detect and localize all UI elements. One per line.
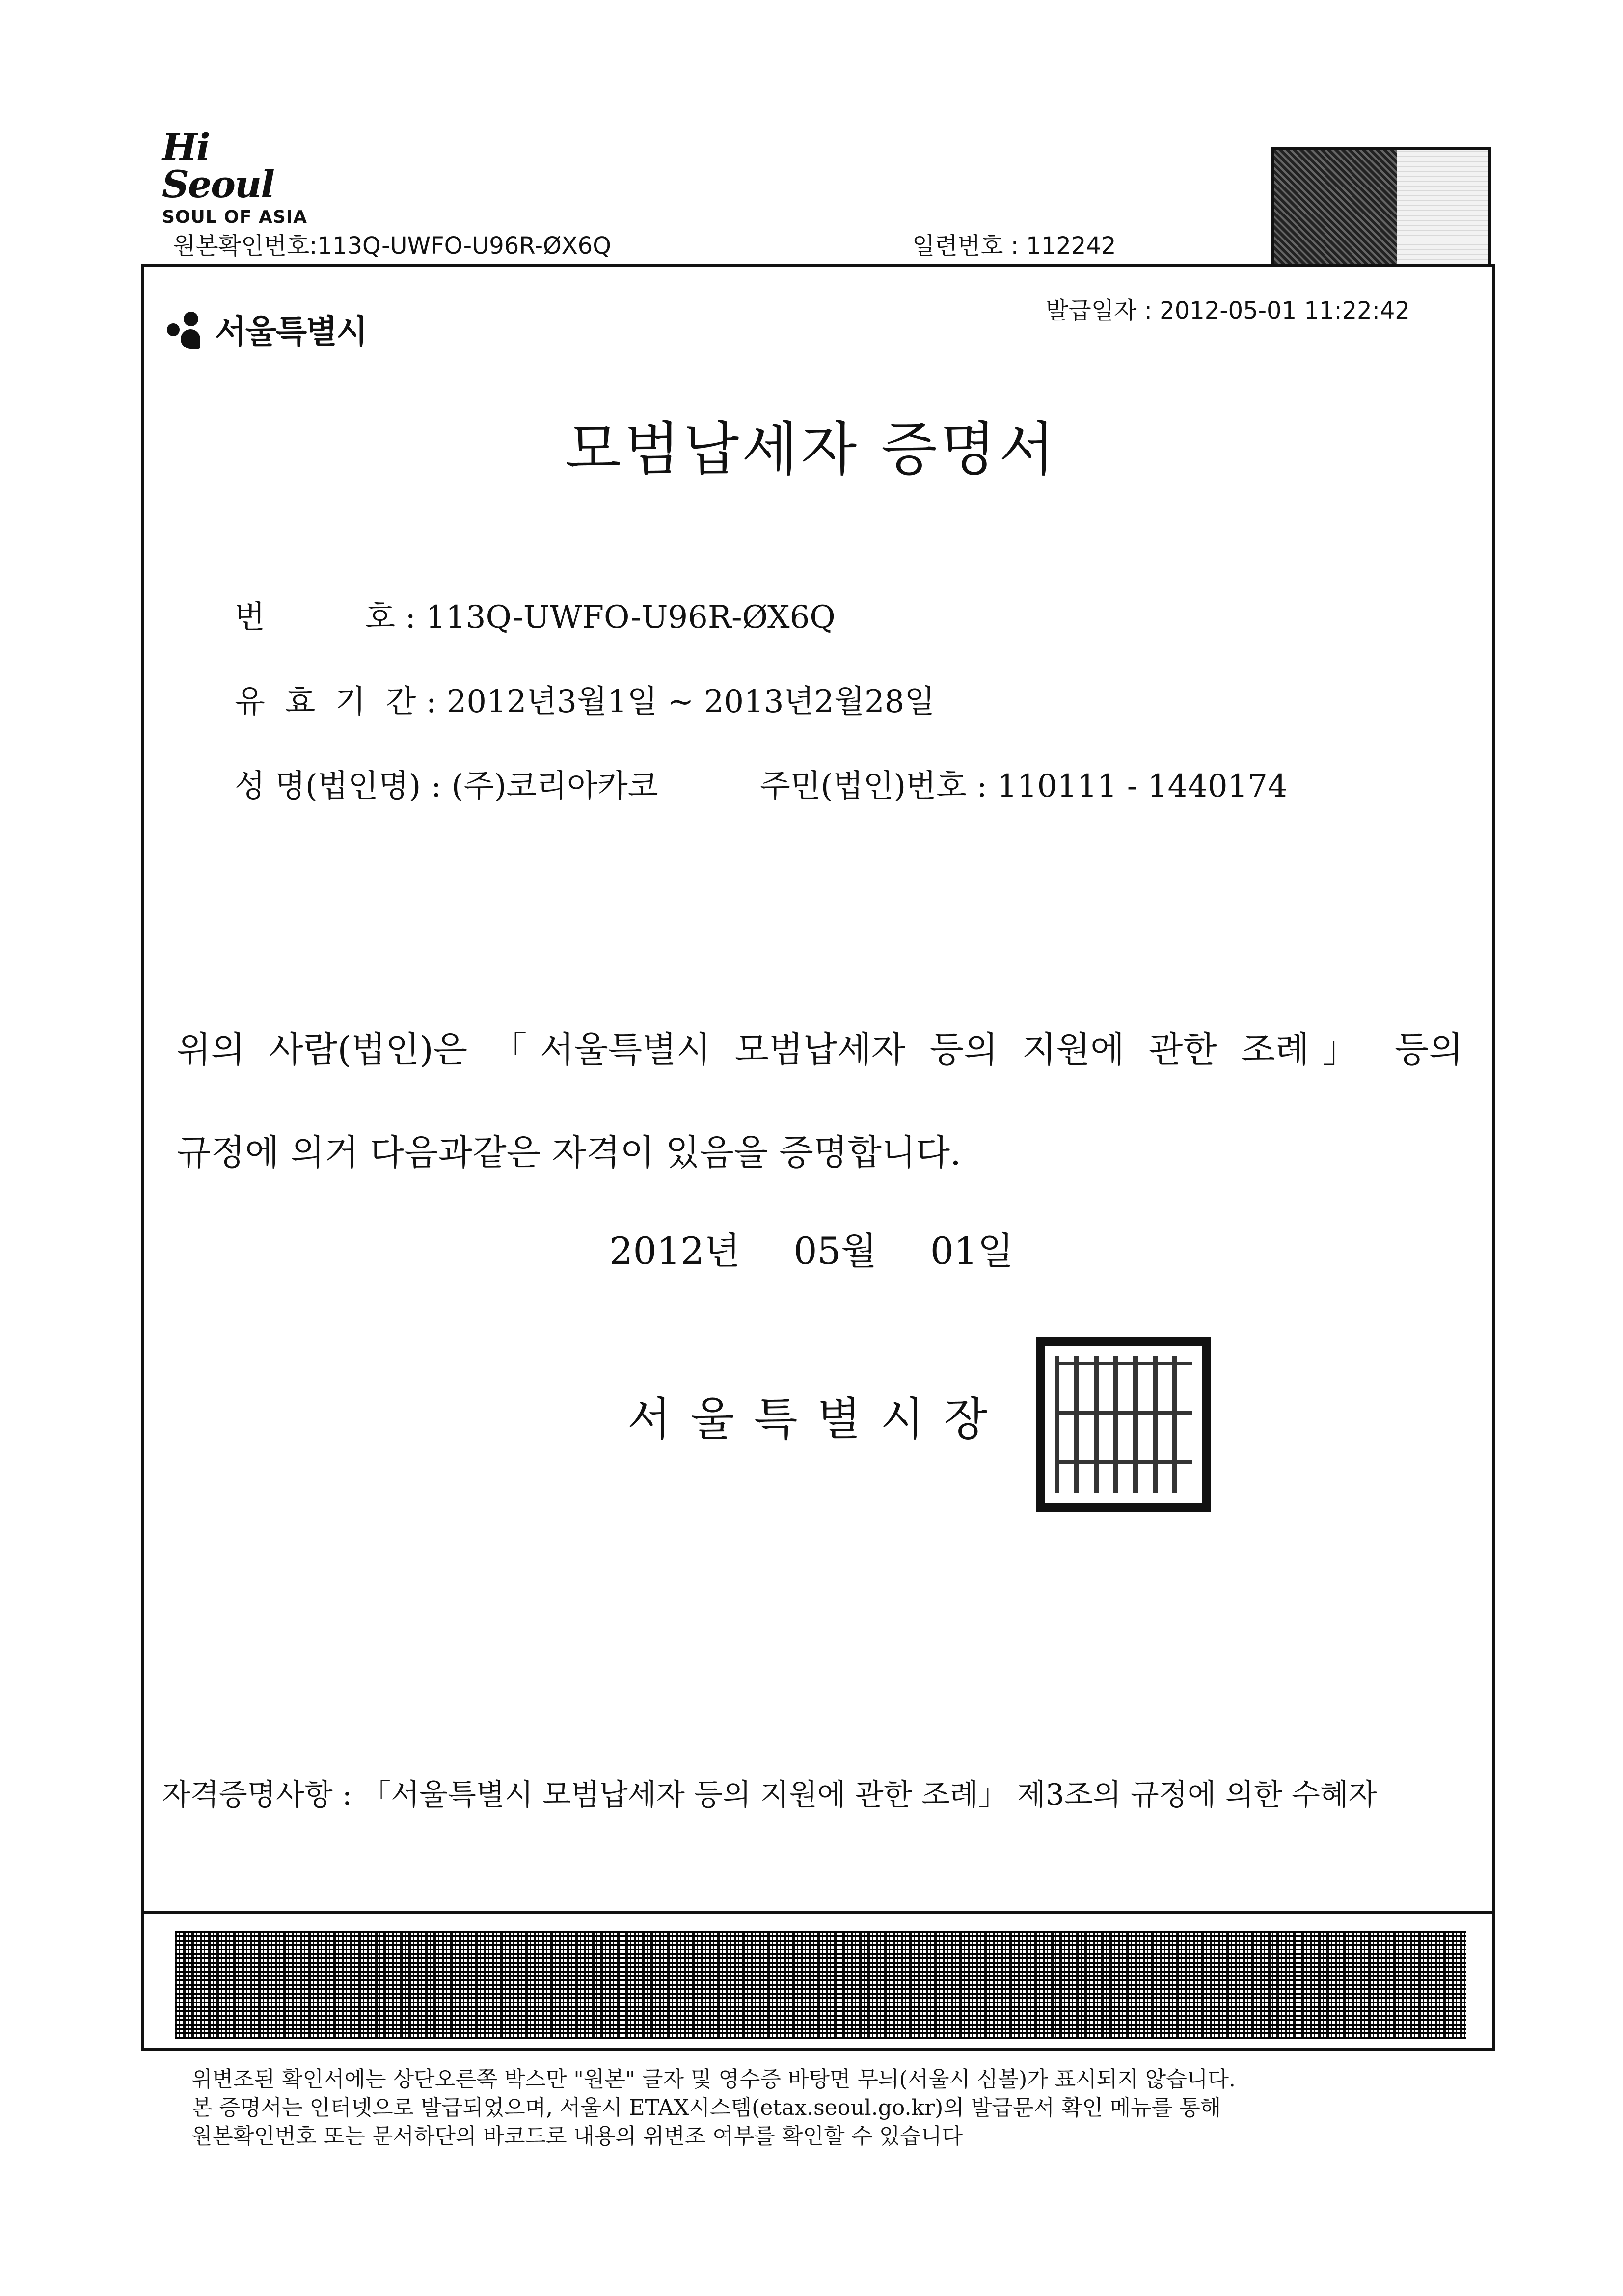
serial-number: 일련번호 : 112242 bbox=[912, 232, 1116, 260]
seoul-city-name: 서울특별시 bbox=[215, 313, 367, 350]
official-seal-icon bbox=[1036, 1337, 1211, 1512]
statement-line-1: 위의 사람(법인)은 「서울특별시 모범납세자 등의 지원에 관한 조례」 등의 bbox=[177, 1029, 1463, 1070]
field-validity: 유 효 기 간 : 2012년3월1일 ~ 2013년2월28일 bbox=[235, 684, 935, 720]
seoul-city-logo bbox=[166, 305, 367, 352]
hi-seoul-logo bbox=[162, 125, 309, 227]
brand-main: Hi Seoul bbox=[162, 125, 274, 206]
security-pattern bbox=[1274, 150, 1397, 264]
original-confirmation-number: 원본확인번호:113Q-UWFO-U96R-ØX6Q bbox=[173, 232, 611, 260]
security-pattern-light bbox=[1397, 150, 1488, 264]
field-number: 번 호 : 113Q-UWFO-U96R-ØX6Q bbox=[235, 599, 836, 636]
signer-title: 서울특별시장 bbox=[627, 1393, 1007, 1445]
qualification-note: 자격증명사항 : 「서울특별시 모범납세자 등의 지원에 관한 조례」 제3조의 규정에 의한 수혜자 bbox=[162, 1778, 1377, 1812]
seoul-symbol-icon bbox=[166, 307, 215, 351]
statement-line-2: 규정에 의거 다음과같은 자격이 있음을 증명합니다. bbox=[177, 1132, 961, 1173]
original-verification-box bbox=[1271, 147, 1491, 267]
footer-line-2: 본 증명서는 인터넷으로 발급되었으며, 서울시 ETAX시스템(etax.seoul.go.kr)의 발급문서 확인 메뉴를 통해 bbox=[191, 2095, 1221, 2120]
certificate-date: 2012년 05월 01일 bbox=[609, 1229, 1014, 1273]
2d-barcode bbox=[175, 1931, 1466, 2039]
footer-line-1: 위변조된 확인서에는 상단오른쪽 박스만 "원본" 글자 및 영수증 바탕면 무늬(서울시 심볼)가 표시되지 않습니다. bbox=[191, 2067, 1236, 2092]
brand-sub: SOUL OF ASIA bbox=[162, 207, 308, 227]
certificate-frame bbox=[141, 264, 1495, 1914]
field-name: 성 명(법인명) : (주)코리아카코 bbox=[235, 768, 658, 804]
footer-line-3: 원본확인번호 또는 문서하단의 바코드로 내용의 위변조 여부를 확인할 수 있습니다 bbox=[191, 2124, 963, 2149]
field-registration-number: 주민(법인)번호 : 110111 - 1440174 bbox=[760, 768, 1288, 804]
issue-datetime: 발급일자 : 2012-05-01 11:22:42 bbox=[1046, 297, 1410, 324]
document-title: 모범납세자 증명서 bbox=[565, 415, 1058, 483]
